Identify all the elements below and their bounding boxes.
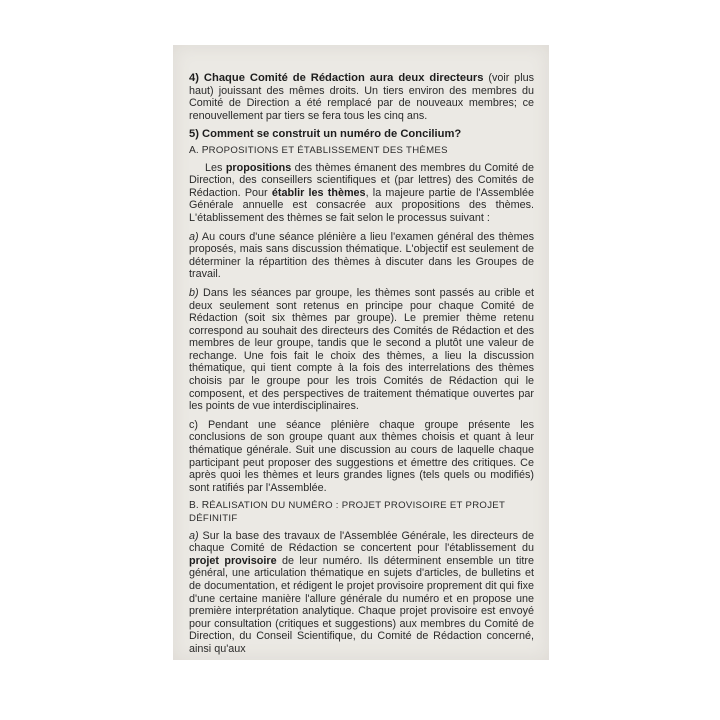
intro-text-1: Les bbox=[205, 161, 226, 174]
intro-bold-etablir: établir les thèmes bbox=[271, 186, 366, 199]
section-b-point-a bbox=[189, 530, 534, 656]
section-b-text-2: de leur numéro. Ils déterminent ensemble un titre général, une articulation thématique en sujets d'articles, de bulletins et de documentation, et rédigent le projet provisoire proprement dit qui fixe d'une certaine manière l'allure générale du numéro et en propose une première interprétation analytique. Chaque projet provisoire est envoyé pour consultation (critiques et suggestions) aux membres du Comité de Direction, du Conseil Scientifique, du Comité de Rédaction concerné, ainsi qu'aux bbox=[189, 554, 534, 655]
point-a-text: Au cours d'une séance plénière a lieu l'examen général des thèmes proposés, mais sans discussion thématique. L'objectif est seulement de déterminer la répartition des thèmes à discuter dans les Groupes de travail. bbox=[189, 230, 534, 281]
point-b-text: Dans les séances par groupe, les thèmes sont passés au crible et deux seulement sont retenus en principe pour chaque Comité de Rédaction (soit six thèmes par groupe). Le premier thème retenu correspond au souhait des directeurs des Comités de Rédaction et des membres de leur groupe, tandis que le second a plutôt une valeur de rechange. Une fois fait le choix des thèmes, a lieu la discussion thématique, qui tient compte à la fois des interrelations des thèmes choisis par le groupe pour les trois Comités de Rédaction qui le composent, et des perspectives de traitement thématique ouvertes par les points de vue interdisciplinaires. bbox=[189, 286, 534, 413]
section-b-point-a-label: a) bbox=[189, 529, 199, 542]
item-4-heading bbox=[189, 72, 484, 84]
item-4-heading-text: Chaque Comité de Rédaction aura deux directeurs bbox=[203, 72, 484, 84]
point-a-label: a) bbox=[189, 230, 199, 243]
section-a-point-b bbox=[189, 287, 534, 413]
intro-text-2: des thèmes émanent des membres du Comité de Direction, des conseillers scientifiques et (par lettres) des Comités de Rédaction. Pour bbox=[189, 161, 534, 199]
point-b-label: b) bbox=[189, 286, 199, 299]
section-a-title: ROPOSITIONS ET ÉTABLISSEMENT DES THÈMES bbox=[208, 144, 448, 156]
section-b-heading bbox=[189, 500, 534, 525]
section-a-point-a bbox=[189, 231, 534, 281]
paragraph-item-4 bbox=[189, 72, 534, 122]
book-page bbox=[173, 45, 549, 660]
intro-text-3: , la majeure partie de l'Assemblée Générale annuelle est consacrée aux propositions des thèmes. L'établissement des thèmes se fait selon le processus suivant : bbox=[189, 186, 534, 224]
section-b-bold-projet: projet provisoire bbox=[189, 554, 277, 567]
section-a-heading bbox=[189, 145, 534, 158]
section-a-intro bbox=[189, 162, 534, 225]
item-4-number: 4) bbox=[189, 72, 199, 84]
section-a-point-c: c) Pendant une séance plénière chaque groupe présente les conclusions de son groupe quant aux thèmes choisis et quant à leur thématique générale. Suit une discussion au cours de laquelle chaque participant peut proposer des suggestions et émettre des critiques. Ce après quoi les thèmes et leurs grandes lignes (tels quels ou modifiés) sont ratifiés par l'Assemblée. bbox=[189, 418, 534, 494]
section-b-title: ÉALISATION DU NUMÉRO : PROJET PROVISOIRE ET PROJET DÉFINITIF bbox=[189, 500, 505, 524]
intro-bold-propositions: propositions bbox=[225, 161, 292, 174]
page-body bbox=[189, 72, 534, 656]
section-a-label: A. P bbox=[189, 144, 209, 156]
item-5-heading: 5) Comment se construit un numéro de Concilium? bbox=[189, 128, 462, 141]
section-b-text-1: Sur la base des travaux de l'Assemblée Générale, les directeurs de chaque Comité de Rédaction se concertent pour l'établissement du bbox=[189, 529, 534, 555]
item-4-text: (voir plus haut) jouissant des mêmes droits. Un tiers environ des membres du Comité de Direction a été remplacé par de nouveaux membres; ce renouvellement par tiers se fera tous les cinq ans. bbox=[189, 72, 534, 122]
section-b-label: B. R bbox=[189, 500, 210, 512]
